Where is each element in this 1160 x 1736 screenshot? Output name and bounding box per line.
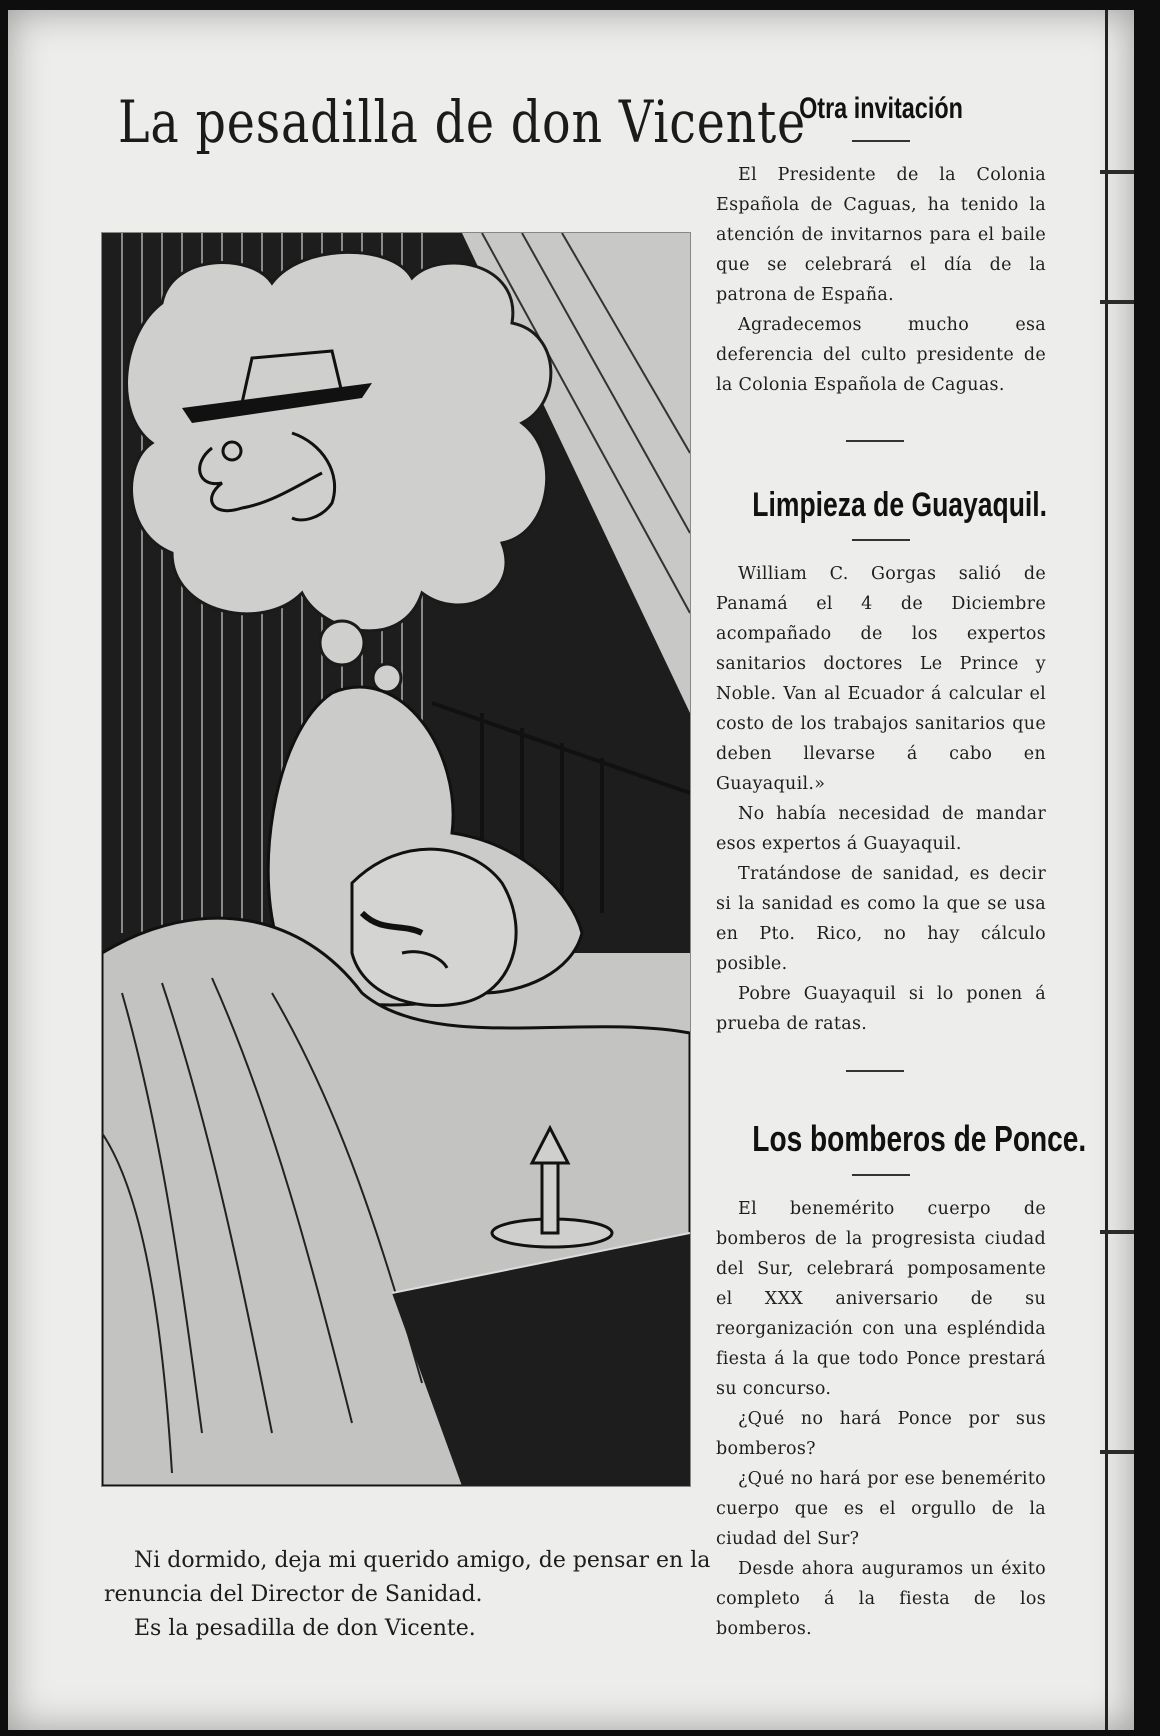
binding-mark [1100,300,1134,304]
caption-line: Ni dormido, deja mi querido amigo, de pensar en la renuncia del Director de Sanidad. [104,1548,711,1607]
article-otra-invitacion [716,92,1046,400]
article-paragraph: William C. Gorgas salió de Panamá el 4 de Diciembre acompañado de los expertos sanitarios doctores Le Prince y Noble. Van al Ecuador á calcular el costo de los trabajos sanitarios que deben llevarse á cabo en Guayaquil.» [716,564,1046,794]
binding-mark [1100,1450,1134,1454]
article-paragraph: No había necesidad de mandar esos expertos á Guayaquil. [716,804,1046,854]
article-paragraph: Pobre Guayaquil si lo ponen á prueba de ratas. [716,984,1046,1034]
page-spine [1105,10,1108,1730]
heading-rule [852,140,910,142]
article-heading: Limpieza de Guayaquil. [752,486,1048,524]
article-heading: Los bomberos de Ponce. [752,1118,1087,1159]
article-limpieza-guayaquil [716,486,1046,1039]
section-separator [846,440,904,442]
cartoon-illustration [101,232,691,1487]
newspaper-page [8,10,1134,1730]
article-paragraph: El benemérito cuerpo de bomberos de la progresista ciudad del Sur, celebrará pomposamente el XXX aniversario de su reorganización con una espléndida fiesta á la que todo Ponce prestará su concurso. [716,1199,1046,1399]
article-paragraph: Agradecemos mucho esa deferencia del culto presidente de la Colonia Española de Caguas. [716,315,1046,395]
article-heading: Otra invitación [799,92,963,125]
cartoon-drawing [102,233,690,1486]
article-paragraph: El Presidente de la Colonia Española de Caguas, ha tenido la atención de invitarnos para el baile que se celebrará el día de la patrona de España. [716,165,1046,305]
section-separator [846,1070,904,1072]
heading-rule [852,539,910,541]
binding-mark [1100,170,1134,174]
article-paragraph: ¿Qué no hará Ponce por sus bomberos? [716,1409,1046,1459]
heading-rule [852,1174,910,1176]
article-paragraph: Tratándose de sanidad, es decir si la sanidad es como la que se usa en Pto. Rico, no hay cálculo posible. [716,864,1046,974]
page-title: La pesadilla de don Vicente [118,88,807,156]
binding-mark [1100,1230,1134,1234]
caption-line: Es la pesadilla de don Vicente. [134,1616,476,1641]
cartoon-caption [104,1544,724,1646]
article-bomberos-ponce [716,1118,1087,1644]
article-paragraph: Desde ahora auguramos un éxito completo á la fiesta de los bomberos. [716,1559,1046,1639]
article-paragraph: ¿Qué no hará por ese benemérito cuerpo que es el orgullo de la ciudad del Sur? [716,1469,1046,1549]
